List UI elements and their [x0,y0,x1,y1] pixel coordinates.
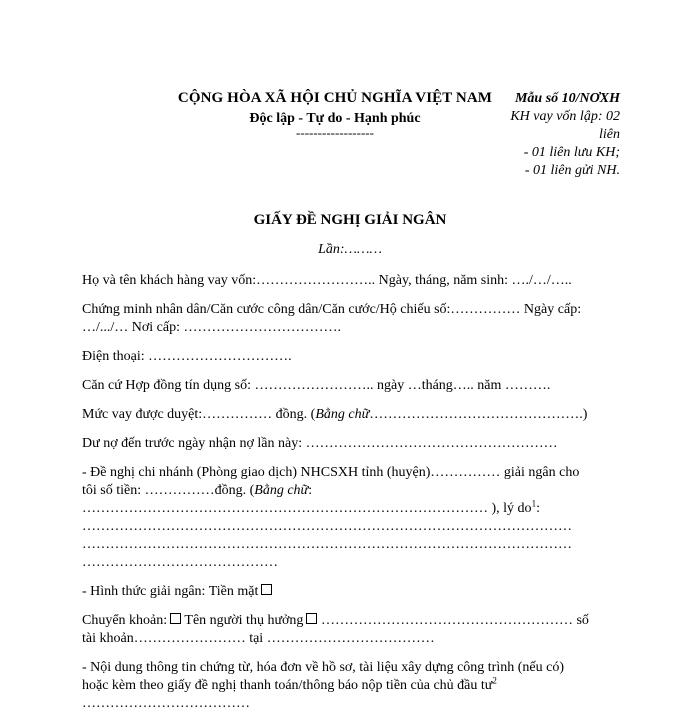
form-info [490,90,620,180]
documents-line-1: - Nội dung thông tin chứng từ, hóa đơn về hồ sơ, tài liệu xây dựng công trình (nếu có) [82,660,564,675]
approved-amount-line [82,406,622,424]
documents-line-2 [82,677,622,695]
transfer-checkbox[interactable] [170,613,181,624]
country-name: CỘNG HÒA XÃ HỘI CHỦ NGHĨA VIỆT NAM [177,90,493,106]
reason-prefix: …………………………………………………………………………… ), lý do [82,501,532,516]
outstanding-debt-line: Dư nợ đến trước ngày nhận nợ lần này: ……………………………………………… [82,436,558,451]
reason-dots-2: …………………………………………………………………………………………… [82,537,572,552]
form-body [82,272,622,713]
copies-line-3: - 01 liên lưu KH; [523,145,620,160]
contract-line: Căn cứ Hợp đồng tín dụng số: …………………….. ngày …tháng….. năm ………. [82,378,551,393]
footnote-1-marker: 1 [531,500,537,509]
reason-dots-1: …………………………………………………………………………………………… [82,519,572,534]
transfer-line-1 [82,612,622,630]
request-line-1: - Đề nghị chi nhánh (Phòng giao dịch) NHCSXH tỉnh (huyện)…………… giải ngân cho [82,465,580,480]
documents-text: hoặc kèm theo giấy đề nghị thanh toán/thông báo nộp tiền của chủ đầu tư [82,678,493,693]
amount-words-label: Bằng chữ [315,407,370,422]
id-line-1: Chứng minh nhân dân/Căn cước công dân/Căn cước/Hộ chiếu số:…………… Ngày cấp: [82,302,582,317]
motto: Độc lập - Tự do - Hạnh phúc [249,111,421,126]
request-line-2 [82,482,622,500]
amount-prefix: Mức vay được duyệt:…………… đồng. ( [82,407,316,422]
beneficiary-label: Tên người thụ hưởng [181,613,304,628]
motto-underline: ------------------ [296,125,374,140]
form-number: Mẫu số 10/NƠXH [514,91,620,106]
reason-dots-3: …………………………………… [82,555,278,570]
national-header [160,90,510,139]
footnote-2-marker: 2 [492,677,497,686]
documents-dots: ……………………………… [82,696,250,711]
copies-line-2: liên [599,127,620,142]
transfer-line-2: tài khoản…………………… tại ……………………………… [82,631,435,646]
disbursement-count: Lần:……… [318,242,382,257]
borrower-line: Họ và tên khách hàng vay vốn:…………………….. Ngày, tháng, năm sinh: …./…/….. [82,273,572,288]
copies-line-1: KH vay vốn lập: 02 [510,109,620,124]
request-line-3 [82,500,622,518]
transfer-label: Chuyển khoản: [82,613,168,628]
beneficiary-checkbox[interactable] [306,613,317,624]
reason-colon: : [536,501,540,516]
phone-line: Điện thoại: …………………………. [82,349,292,364]
request-words-colon: : [308,483,313,498]
method-label: - Hình thức giải ngân: Tiền mặt [82,584,259,599]
request-words-label: Bằng chữ [254,483,309,498]
id-line-2: …/.../… Nơi cấp: ……………………………. [82,320,341,335]
request-amount-prefix: tôi số tiền: ……………đồng. ( [82,483,255,498]
account-number-label: ……………………………………………… số [317,613,589,628]
copies-line-4: - 01 liên gửi NH. [524,163,620,178]
disbursement-method-line [82,583,622,601]
cash-checkbox[interactable] [261,584,272,595]
amount-suffix: ……………………………………….) [369,407,588,422]
document-title: GIẤY ĐỀ NGHỊ GIẢI NGÂN [253,212,447,228]
